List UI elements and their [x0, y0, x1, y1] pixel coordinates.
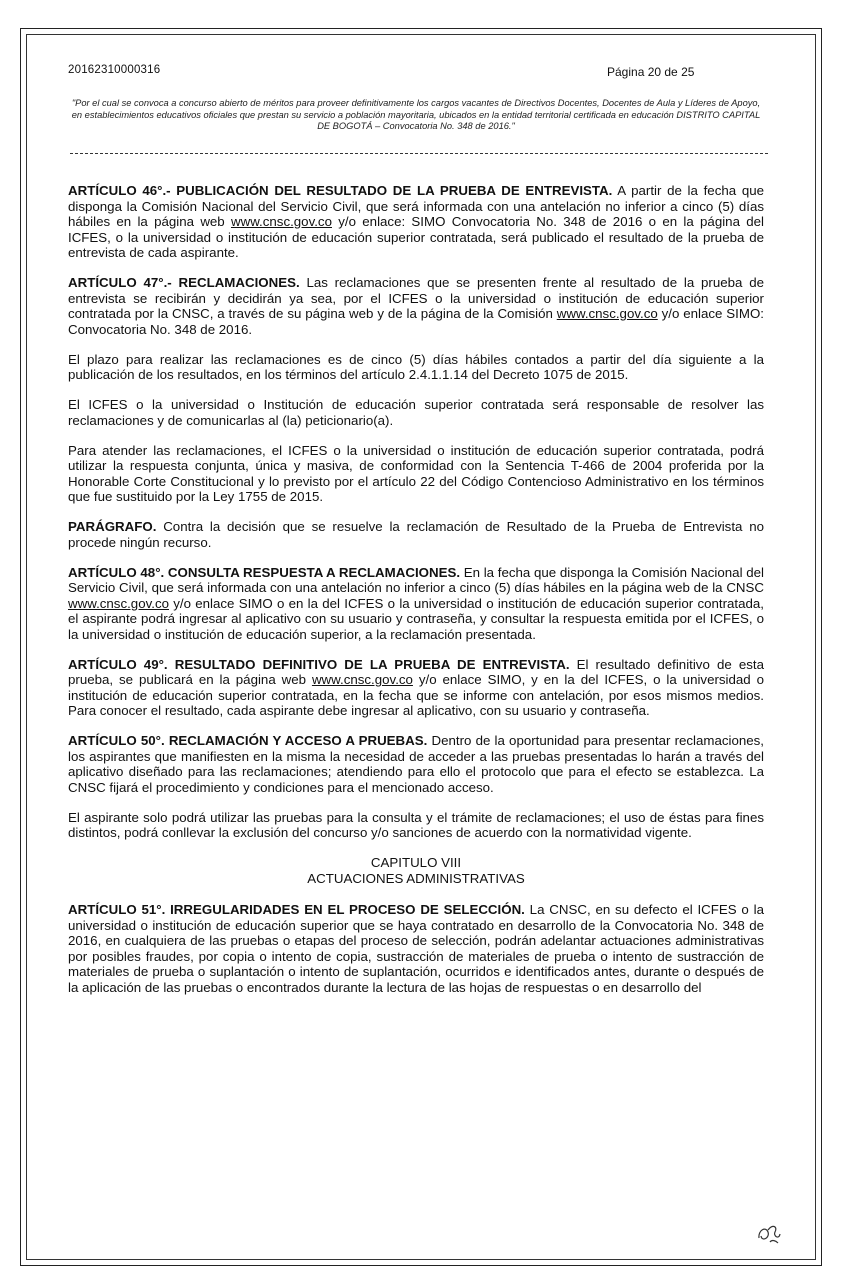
chapter-heading	[68, 855, 764, 886]
article-47-title: ARTÍCULO 47°.- RECLAMACIONES.	[68, 275, 300, 290]
article-46-title: ARTÍCULO 46°.- PUBLICACIÓN DEL RESULTADO DE LA PRUEBA DE ENTREVISTA.	[68, 183, 613, 198]
article-51-title: ARTÍCULO 51°. IRREGULARIDADES EN EL PROCESO DE SELECCIÓN.	[68, 902, 525, 917]
article-46: ARTÍCULO 46°.- PUBLICACIÓN DEL RESULTADO DE LA PRUEBA DE ENTREVISTA. A partir de la fecha que disponga la Comisión Nacional del Servicio Civil, que será informada con una antelación no inferior a cinco (5) días hábiles en la página web www.cnsc.gov.co y/o enlace: SIMO Convocatoria No. 348 de 2016 o en la página del ICFES, o la universidad o institución de educación superior contratada, será publicado el resultado de la prueba de entrevista de cada aspirante.	[68, 183, 764, 260]
article-47-paragraph-3: El ICFES o la universidad o Institución de educación superior contratada será responsable de resolver las reclamaciones y de comunicarlas al (la) peticionario(a).	[68, 397, 764, 428]
article-48-title: ARTÍCULO 48°. CONSULTA RESPUESTA A RECLAMACIONES.	[68, 564, 461, 580]
article-47-paragrafo: PARÁGRAFO. Contra la decisión que se resuelve la reclamación de Resultado de la Prueba de Entrevista no procede ningún recurso.	[68, 519, 764, 550]
chapter-title: ACTUACIONES ADMINISTRATIVAS	[307, 870, 525, 886]
article-49-title: ARTÍCULO 49°. RESULTADO DEFINITIVO DE LA PRUEBA DE ENTREVISTA.	[68, 656, 570, 672]
paragrafo-title: PARÁGRAFO.	[68, 519, 157, 534]
document-body	[68, 183, 764, 1010]
article-49: ARTÍCULO 49°. RESULTADO DEFINITIVO DE LA PRUEBA DE ENTREVISTA. El resultado definitivo de esta prueba, se publicará en la página web www.cnsc.gov.co y/o enlace SIMO, y en la del ICFES, o la universidad o institución de educación superior contratada, en la fecha que se informe con antelación, por esos mismos medios. Para conocer el resultado, cada aspirante debe ingresar al aplicativo, con su usuario y contraseña.	[68, 656, 764, 718]
header-quote: "Por el cual se convoca a concurso abierto de méritos para proveer definitivamente los cargos vacantes de Directivos Docentes, Docentes de Aula y Líderes de Apoyo, en establecimientos educativos oficiales que prestan su servicio a población mayoritaria, ubicados en la entidad territorial certificada en educación DISTRITO CAPITAL DE BOGOTÁ – Convocatoria No. 348 de 2016."	[71, 98, 761, 131]
article-50-paragraph-2: El aspirante solo podrá utilizar las pruebas para la consulta y el trámite de reclamaciones; el uso de éstas para fines distintos, podrá conllevar la exclusión del concurso y/o sanciones de acuerdo con la normatividad vigente.	[68, 809, 764, 840]
article-48: ARTÍCULO 48°. CONSULTA RESPUESTA A RECLAMACIONES. En la fecha que disponga la Comisión Nacional del Servicio Civil, que será informada con una antelación no inferior a cinco (5) días hábiles en la página web de la CNSC www.cnsc.gov.co y/o enlace SIMO o en la del ICFES o la universidad o institución de educación superior contratada, el aspirante podrá ingresar al aplicativo con su usuario y contraseña, y consultar la respuesta emitida por el ICFES, o la universidad o institución de educación superior, a la reclamación presentada.	[68, 564, 764, 642]
article-47-paragraph-4: Para atender las reclamaciones, el ICFES o la universidad o institución de educación superior contratada, podrá utilizar la respuesta conjunta, única y masiva, de conformidad con la Sentencia T-466 de 2004 proferida por la Honorable Corte Constitucional y lo previsto por el artículo 22 del Código Contencioso Administrativo en los términos que fue sustituido por la Ley 1755 de 2015.	[68, 442, 764, 504]
article-47-paragraph-2: El plazo para realizar las reclamaciones es de cinco (5) días hábiles contados a partir del día siguiente a la publicación de los resultados, en los términos del artículo 2.4.1.1.14 del Decreto 1075 de 2015.	[68, 351, 764, 382]
cnsc-link[interactable]: www.cnsc.gov.co	[311, 672, 413, 687]
chapter-number: CAPITULO VIII	[370, 855, 462, 870]
article-50-title: ARTÍCULO 50°. RECLAMACIÓN Y ACCESO A PRUEBAS.	[68, 733, 428, 748]
page-number: Página 20 de 25	[607, 65, 695, 79]
signature-mark	[756, 1222, 782, 1246]
document-id: 20162310000316	[68, 64, 161, 76]
header-divider	[70, 153, 768, 154]
cnsc-link[interactable]: www.cnsc.gov.co	[556, 306, 658, 321]
article-51: ARTÍCULO 51°. IRREGULARIDADES EN EL PROCESO DE SELECCIÓN. La CNSC, en su defecto el ICFES o la universidad o institución de educación superior que se haya contratado en desarrollo de la Convocatoria No. 348 de 2016, en cualquiera de las pruebas o etapas del proceso de selección, podrán adelantar actuaciones administrativas por posibles fraudes, por copia o intento de copia, sustracción de materiales de prueba o intento de sustracción de materiales de prueba o suplantación o intento de suplantación, ocurridos e identificados antes, durante o después de la aplicación de las pruebas o encontrados durante la lectura de las hojas de respuestas o en desarrollo del	[68, 902, 764, 995]
article-47: ARTÍCULO 47°.- RECLAMACIONES. Las reclamaciones que se presenten frente al resultado de la prueba de entrevista se recibirán y decidirán ya sea, por el ICFES o la universidad o institución de educación superior contratada por la CNSC, a través de su página web y de la página de la Comisión www.cnsc.gov.co y/o enlace SIMO: Convocatoria No. 348 de 2016.	[68, 275, 764, 337]
article-50: ARTÍCULO 50°. RECLAMACIÓN Y ACCESO A PRUEBAS. Dentro de la oportunidad para presentar reclamaciones, los aspirantes que manifiesten en la misma la necesidad de acceder a las pruebas presentadas lo harán a través del aplicativo diseñado para las reclamaciones; atendiendo para ello el protocolo que para el efecto se establezca. La CNSC fijará el procedimiento y condiciones para el mencionado acceso.	[68, 733, 764, 795]
cnsc-link[interactable]: www.cnsc.gov.co	[68, 595, 169, 611]
cnsc-link[interactable]: www.cnsc.gov.co	[230, 214, 332, 229]
